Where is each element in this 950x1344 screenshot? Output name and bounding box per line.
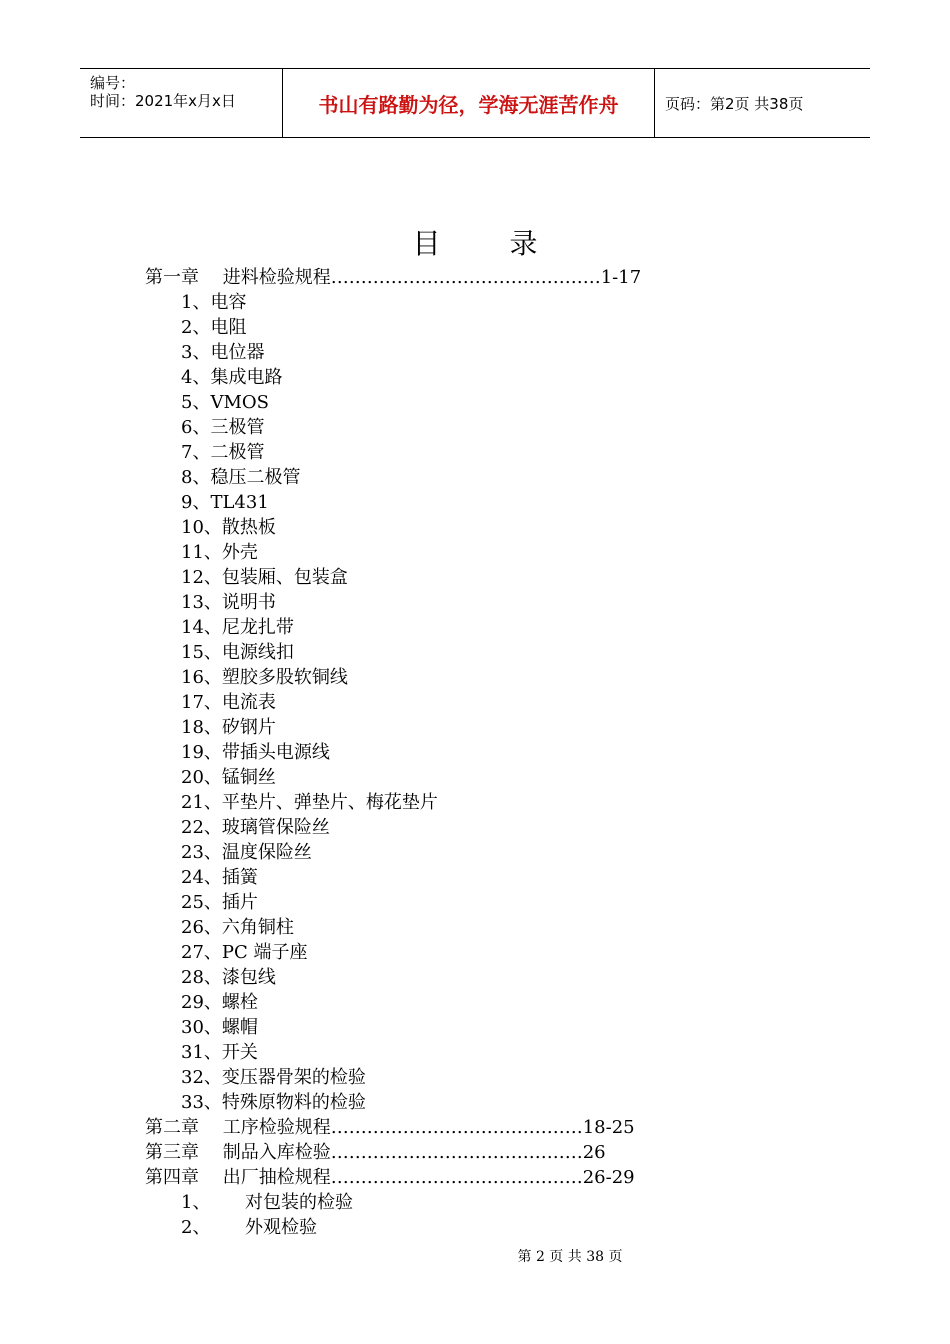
toc-item xyxy=(181,1215,317,1240)
toc-chapter-3: 第三章 制品入库检验……………………………………26 xyxy=(145,1142,606,1163)
toc-item: 16、塑胶多股软铜线 xyxy=(181,667,348,688)
toc-item: 5、VMOS xyxy=(181,392,269,413)
toc-item-number: 1、 xyxy=(181,1192,211,1213)
toc-item: 13、说明书 xyxy=(181,592,276,613)
toc-item-text: 对包装的检验 xyxy=(245,1192,353,1213)
header-motto-cell xyxy=(283,69,655,137)
toc-item: 1、电容 xyxy=(181,292,247,313)
toc-item: 8、稳压二极管 xyxy=(181,467,301,488)
toc-item: 11、外壳 xyxy=(181,542,258,563)
toc-chapter-1: 第一章 进料检验规程………………………………………1-17 xyxy=(145,267,642,288)
toc-item: 27、PC 端子座 xyxy=(181,942,308,963)
page-title: 目 录 xyxy=(412,227,568,260)
toc-chapter-2: 第二章 工序检验规程……………………………………18-25 xyxy=(145,1117,635,1138)
toc-item: 20、锰铜丝 xyxy=(181,767,276,788)
toc-item: 24、插簧 xyxy=(181,867,258,888)
toc-item: 33、特殊原物料的检验 xyxy=(181,1092,366,1113)
toc-item: 15、电源线扣 xyxy=(181,642,294,663)
toc-item: 29、螺栓 xyxy=(181,992,258,1013)
toc-item: 21、平垫片、弹垫片、梅花垫片 xyxy=(181,792,438,813)
toc-item xyxy=(181,1190,353,1215)
page-header xyxy=(80,68,870,138)
toc-item: 32、变压器骨架的检验 xyxy=(181,1067,366,1088)
toc-item: 12、包装厢、包装盒 xyxy=(181,567,348,588)
toc-item: 6、三极管 xyxy=(181,417,265,438)
header-left-cell xyxy=(80,69,283,137)
toc-item: 10、散热板 xyxy=(181,517,276,538)
toc-item: 3、电位器 xyxy=(181,342,265,363)
toc-item: 26、六角铜柱 xyxy=(181,917,294,938)
toc-item: 14、尼龙扎带 xyxy=(181,617,294,638)
toc-item: 4、集成电路 xyxy=(181,367,283,388)
motto: 书山有路勤为径，学海无涯苦作舟 xyxy=(318,92,619,117)
page-footer: 第 2 页 共 38 页 xyxy=(517,1249,623,1265)
toc-item: 9、TL431 xyxy=(181,492,269,513)
toc-item: 17、电流表 xyxy=(181,692,276,713)
toc-item-text: 外观检验 xyxy=(245,1217,317,1238)
toc-chapter-4: 第四章 出厂抽检规程……………………………………26-29 xyxy=(145,1167,635,1188)
toc-item: 25、插片 xyxy=(181,892,258,913)
page-info: 页码：第2页 共38页 xyxy=(665,94,804,113)
toc-item: 18、矽钢片 xyxy=(181,717,276,738)
header-right-cell xyxy=(655,69,870,137)
toc-item: 7、二极管 xyxy=(181,442,265,463)
toc-item-number: 2、 xyxy=(181,1217,211,1238)
toc-item: 31、开关 xyxy=(181,1042,258,1063)
toc-item: 28、漆包线 xyxy=(181,967,276,988)
number-label: 编号： xyxy=(90,74,136,92)
toc-item: 23、温度保险丝 xyxy=(181,842,312,863)
toc-item: 19、带插头电源线 xyxy=(181,742,330,763)
toc-item: 30、螺帽 xyxy=(181,1017,258,1038)
toc-item: 22、玻璃管保险丝 xyxy=(181,817,330,838)
time-label: 时间：2021年x月x日 xyxy=(90,92,236,110)
toc-item: 2、电阻 xyxy=(181,317,247,338)
